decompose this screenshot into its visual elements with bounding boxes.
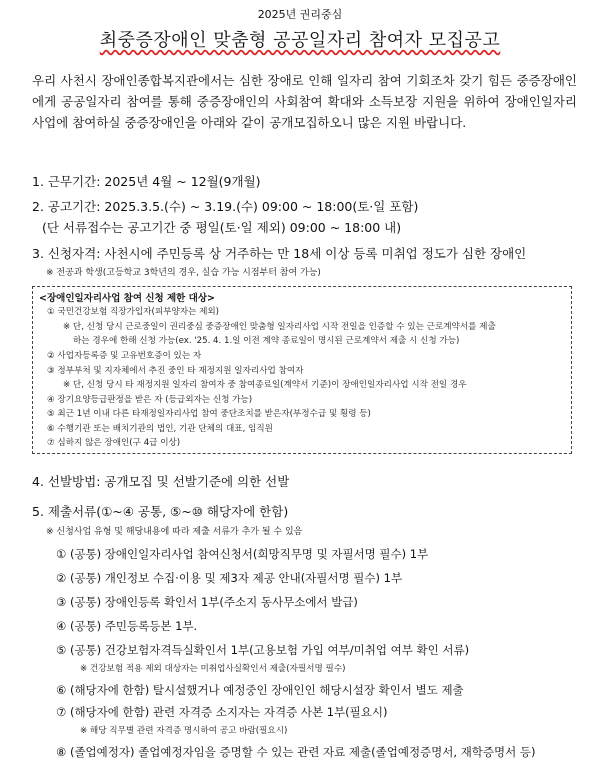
document-item: ⑦ (해당자에 한함) 관련 자격증 소지자는 자격증 사본 1부(필요시) [56,705,388,719]
restriction-item: ⑦ 심하지 않은 장애인(구 4급 이상) [47,438,181,448]
section-eligibility: 3. 신청자격: 사천시에 주민등록 상 거주하는 만 18세 이상 등록 미취업 정도가 심한 장애인 [32,246,527,261]
document-item: ③ (공통) 장애인등록 확인서 1부(주소지 동사무소에서 발급) [56,595,358,609]
section-work-period: 1. 근무기간: 2025년 4월 ~ 12월(9개월) [32,174,261,189]
page-title [0,26,600,52]
restriction-box-title: <장애인일자리사업 참여 신청 제한 대상> [39,293,215,304]
restriction-box [32,286,572,454]
restriction-item: ⑤ 최근 1년 이내 다른 타재정일자리사업 참여 중단조치를 받은자(부정수급 및 횡령 등) [47,409,371,419]
section-selection: 4. 선발방법: 공개모집 및 선발기준에 의한 선발 [32,474,290,489]
document-item: ① (공통) 장애인일자리사업 참여신청서(희망직무명 및 자필서명 필수) 1부 [56,547,429,561]
document-item: ⑥ (해당자에 한함) 탈시설했거나 예정중인 장애인인 해당시설장 확인서 별도 제출 [56,683,464,697]
restriction-item: ※ 단, 신청 당시 타 재정지원 일자리 참여자 중 참여종료일(계약서 기준)이 장애인일자리사업 시작 전일 경우 [63,380,467,390]
restriction-item: ② 사업자등록증 및 고유번호증이 있는 자 [47,351,202,361]
restriction-item: ④ 장기요양등급판정을 받은 자 (등급외자는 신청 가능) [47,395,253,405]
section-notice-period: 2. 공고기간: 2025.3.5.(수) ~ 3.19.(수) 09:00 ~ 18:00(토·일 포함) [32,199,419,214]
eligibility-note: ※ 전공과 학생(고등학교 3학년의 경우, 실습 가능 시점부터 참여 가능) [46,268,321,278]
restriction-item: ⑥ 수행기관 또는 배치기관의 법인, 기관 단체의 대표, 임직원 [47,424,273,434]
year-line: 2025년 권리중심 [257,8,343,21]
section-documents: 5. 제출서류(①~④ 공통, ⑤~⑩ 해당자에 한함) [32,504,289,519]
document-note: ※ 해당 직무별 관련 자격증 명시하여 공고 바람(필요시) [80,726,288,736]
document-item: ⑧ (졸업예정자) 졸업예정자임을 증명할 수 있는 관련 자료 제출(졸업예정증명서, 재학증명서 등) [56,745,536,759]
restriction-item: ① 국민건강보험 직장가입자(피부양자는 제외) [47,307,220,317]
restriction-item: ※ 단, 신청 당시 근로중일이 권리중심 중증장애인 맞춤형 일자리사업 시작 전일을 인증할 수 있는 근로계약서를 제출 [63,322,496,332]
document-item: ② (공통) 개인정보 수집·이용 및 제3자 제공 안내(자필서명 필수) 1부 [56,571,403,585]
document-item: ⑤ (공통) 건강보험자격득실확인서 1부(고용보험 가입 여부/미취업 여부 확인 서류) [56,643,470,657]
document-item: ④ (공통) 주민등록등본 1부. [56,619,198,633]
restriction-item: ③ 정부부처 및 지자체에서 추진 중인 타 재정지원 일자리사업 참여자 [47,366,304,376]
documents-note: ※ 신청사업 유형 및 해당내용에 따라 제출 서류가 추가 될 수 있음 [46,527,303,537]
restriction-item: 하는 경우에 한해 신청 가능(ex. '25. 4. 1.일 이전 계약 종료일이 명시된 근로계약서 제출 시 신청 가능) [73,336,460,346]
intro-paragraph: 우리 사천시 장애인종합복지관에서는 심한 장애로 인해 일자리 참여 기회조차 갖기 힘든 중증장애인에게 공공일자리 참여를 통해 중증장애인의 사회참여 확대와 소득보장 지원을 위하여 장애인일자리사업에 참여하실 중증장애인을 아래와 같이 공개모집하오니 많은 지원 바랍니다. [32,73,577,130]
title-text: 최중증장애인 맞춤형 공공일자리 참여자 모집공고 [99,30,501,51]
section-notice-period-sub: (단 서류접수는 공고기간 중 평일(토·일 제외) 09:00 ~ 18:00 내) [42,220,402,235]
document-note: ※ 건강보험 적용 제외 대상자는 미취업사실확인서 제출(자필서명 필수) [80,664,346,674]
